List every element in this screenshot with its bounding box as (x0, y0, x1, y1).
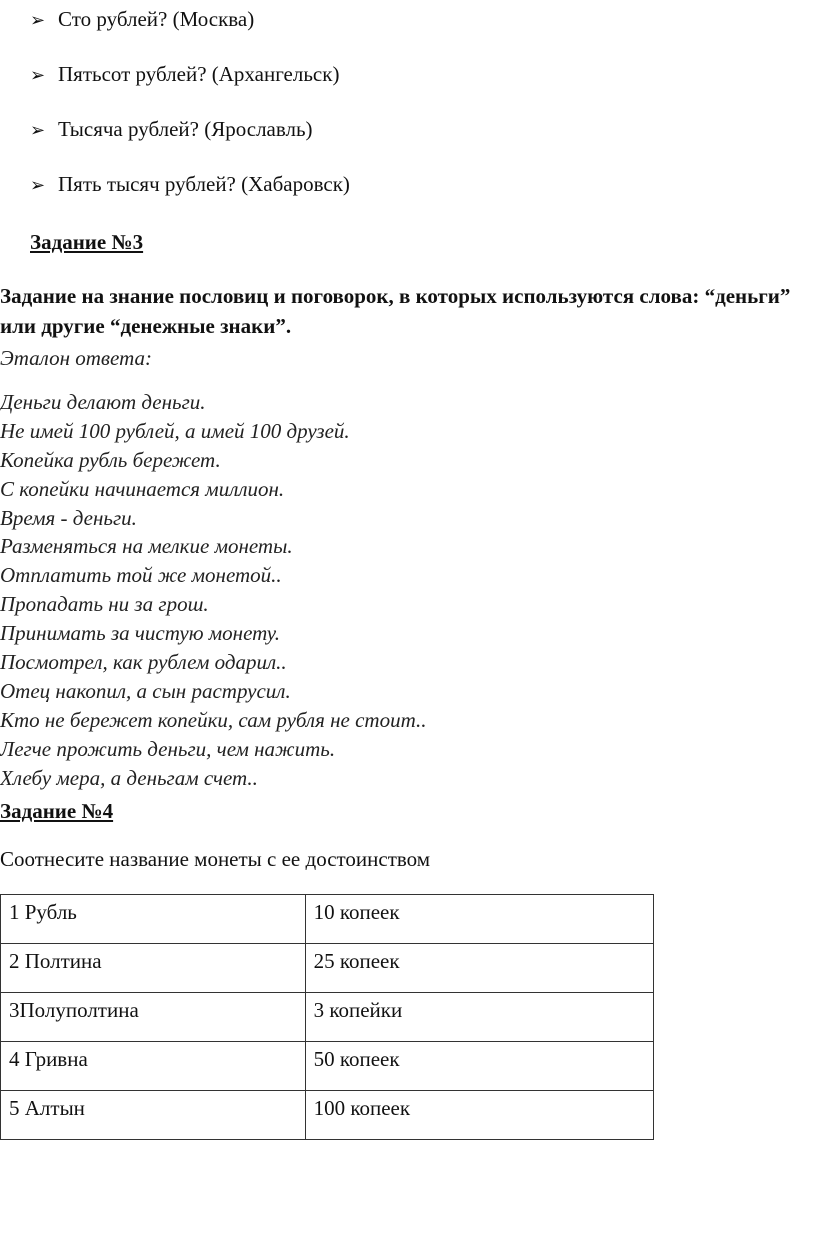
table-row (1, 993, 654, 1042)
proverb-item: Не имей 100 рублей, а имей 100 друзей. (0, 418, 350, 443)
coin-name-cell: 3Полуполтина (1, 993, 306, 1042)
bullet-item (30, 116, 313, 144)
arrowhead-bullet-icon: ➢ (30, 175, 46, 196)
coin-value-cell: 3 копейки (305, 993, 653, 1042)
coin-name-cell: 1 Рубль (1, 895, 306, 944)
coin-name-cell: 2 Полтина (1, 944, 306, 993)
arrowhead-bullet-icon: ➢ (30, 65, 46, 86)
bullet-item (30, 6, 254, 34)
proverb-item: Отплатить той же монетой.. (0, 563, 282, 588)
coin-match-table (0, 894, 654, 1140)
bullet-text: Пять тысяч рублей? (Хабаровск) (58, 172, 350, 196)
task3-title: Задание №3 (30, 230, 144, 254)
proverb-item: Посмотрел, как рублем одарил.. (0, 650, 287, 675)
proverb-item: С копейки начинается миллион. (0, 476, 285, 501)
task4-title: Задание №4 (0, 799, 114, 823)
coin-value-cell: 50 копеек (305, 1042, 653, 1091)
coin-name-cell: 4 Гривна (1, 1042, 306, 1091)
proverbs-list (0, 388, 427, 792)
proverb-item: Копейка рубль бережет. (0, 447, 221, 472)
proverb-item: Кто не бережет копейки, сам рубля не стоит.. (0, 707, 427, 732)
coin-value-cell: 25 копеек (305, 944, 653, 993)
bullet-item (30, 61, 339, 89)
proverb-item: Легче прожить деньги, чем нажить. (0, 736, 336, 761)
coin-value-cell: 100 копеек (305, 1091, 653, 1140)
task3-description: Задание на знание пословиц и поговорок, в которых используются слова: “деньги” или другие “денежные знаки”. (0, 284, 791, 338)
bullet-text: Тысяча рублей? (Ярославль) (58, 117, 313, 141)
table-row (1, 895, 654, 944)
proverb-item: Пропадать ни за грош. (0, 592, 209, 617)
proverb-item: Деньги делают деньги. (0, 390, 206, 414)
proverb-item: Отец накопил, а сын раструсил. (0, 678, 291, 703)
bullet-text: Сто рублей? (Москва) (58, 7, 255, 31)
table-row (1, 1042, 654, 1091)
task4-instruction: Соотнесите название монеты с ее достоинством (0, 847, 431, 871)
answer-label: Эталон ответа: (0, 346, 152, 370)
arrowhead-bullet-icon: ➢ (30, 120, 46, 141)
coin-name-cell: 5 Алтын (1, 1091, 306, 1140)
table-row (1, 944, 654, 993)
table-row (1, 1091, 654, 1140)
arrowhead-bullet-icon: ➢ (30, 10, 46, 31)
coin-value-cell: 10 копеек (305, 895, 653, 944)
proverb-item: Время - деньги. (0, 505, 137, 530)
bullet-item (30, 171, 350, 199)
proverb-item: Принимать за чистую монету. (0, 621, 281, 646)
bullet-text: Пятьсот рублей? (Архангельск) (58, 62, 340, 86)
proverb-item: Хлебу мера, а деньгам счет.. (0, 765, 258, 790)
proverb-item: Разменяться на мелкие монеты. (0, 534, 293, 559)
